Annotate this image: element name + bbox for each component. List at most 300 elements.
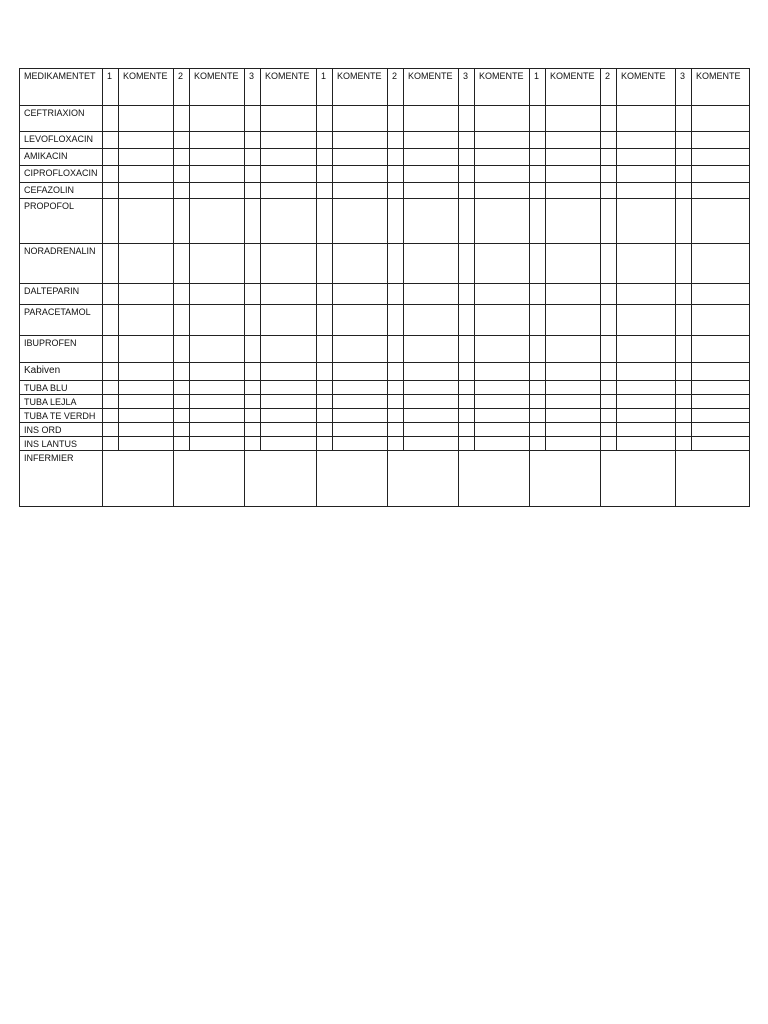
dose-check-cell[interactable] [459, 244, 475, 284]
comment-cell[interactable] [190, 395, 245, 409]
comment-cell[interactable] [546, 132, 601, 149]
dose-check-cell[interactable] [174, 132, 190, 149]
comment-cell[interactable] [692, 409, 750, 423]
comment-cell[interactable] [617, 437, 676, 451]
comment-cell[interactable] [190, 423, 245, 437]
dose-check-cell[interactable] [601, 423, 617, 437]
comment-cell[interactable] [692, 437, 750, 451]
comment-cell[interactable] [404, 423, 459, 437]
dose-check-cell[interactable] [530, 381, 546, 395]
comment-cell[interactable] [546, 423, 601, 437]
dose-check-cell[interactable] [174, 363, 190, 381]
dose-check-cell[interactable] [676, 166, 692, 183]
dose-check-cell[interactable] [459, 149, 475, 166]
comment-cell[interactable] [190, 305, 245, 336]
comment-cell[interactable] [475, 199, 530, 244]
dose-check-cell[interactable] [601, 336, 617, 363]
dose-check-cell[interactable] [317, 166, 333, 183]
comment-cell[interactable] [475, 437, 530, 451]
dose-check-cell[interactable] [530, 199, 546, 244]
dose-check-cell[interactable] [103, 183, 119, 199]
comment-cell[interactable] [190, 199, 245, 244]
comment-cell[interactable] [119, 305, 174, 336]
comment-cell[interactable] [475, 183, 530, 199]
comment-cell[interactable] [546, 381, 601, 395]
dose-check-cell[interactable] [103, 166, 119, 183]
dose-check-cell[interactable] [676, 106, 692, 132]
comment-cell[interactable] [190, 149, 245, 166]
dose-check-cell[interactable] [388, 437, 404, 451]
comment-cell[interactable] [692, 423, 750, 437]
comment-cell[interactable] [190, 132, 245, 149]
dose-check-cell[interactable] [103, 132, 119, 149]
dose-check-cell[interactable] [601, 284, 617, 305]
dose-check-cell[interactable] [174, 199, 190, 244]
dose-check-cell[interactable] [388, 199, 404, 244]
comment-cell[interactable] [119, 381, 174, 395]
comment-cell[interactable] [404, 199, 459, 244]
comment-cell[interactable] [692, 381, 750, 395]
dose-check-cell[interactable] [601, 381, 617, 395]
dose-check-cell[interactable] [245, 244, 261, 284]
dose-check-cell[interactable] [676, 409, 692, 423]
comment-cell[interactable] [261, 183, 317, 199]
comment-cell[interactable] [617, 381, 676, 395]
comment-cell[interactable] [692, 244, 750, 284]
dose-check-cell[interactable] [317, 106, 333, 132]
comment-cell[interactable] [617, 199, 676, 244]
dose-check-cell[interactable] [530, 305, 546, 336]
dose-check-cell[interactable] [601, 395, 617, 409]
comment-cell[interactable] [119, 199, 174, 244]
comment-cell[interactable] [404, 336, 459, 363]
comment-cell[interactable] [617, 284, 676, 305]
comment-cell[interactable] [546, 183, 601, 199]
dose-check-cell[interactable] [459, 166, 475, 183]
dose-check-cell[interactable] [388, 166, 404, 183]
dose-check-cell[interactable] [601, 199, 617, 244]
comment-cell[interactable] [333, 284, 388, 305]
dose-check-cell[interactable] [174, 336, 190, 363]
dose-check-cell[interactable] [317, 363, 333, 381]
comment-cell[interactable] [617, 132, 676, 149]
dose-check-cell[interactable] [601, 132, 617, 149]
comment-cell[interactable] [119, 336, 174, 363]
dose-check-cell[interactable] [676, 244, 692, 284]
comment-cell[interactable] [333, 409, 388, 423]
comment-cell[interactable] [692, 106, 750, 132]
dose-check-cell[interactable] [388, 363, 404, 381]
comment-cell[interactable] [333, 183, 388, 199]
comment-cell[interactable] [261, 409, 317, 423]
comment-cell[interactable] [119, 437, 174, 451]
comment-cell[interactable] [119, 132, 174, 149]
dose-check-cell[interactable] [530, 437, 546, 451]
comment-cell[interactable] [617, 106, 676, 132]
dose-check-cell[interactable] [317, 423, 333, 437]
comment-cell[interactable] [404, 166, 459, 183]
comment-cell[interactable] [261, 423, 317, 437]
comment-cell[interactable] [333, 149, 388, 166]
comment-cell[interactable] [333, 437, 388, 451]
comment-cell[interactable] [190, 106, 245, 132]
table-row [20, 381, 750, 395]
dose-check-cell[interactable] [103, 106, 119, 132]
dose-check-cell[interactable] [676, 199, 692, 244]
dose-check-cell[interactable] [317, 183, 333, 199]
dose-check-cell[interactable] [530, 409, 546, 423]
comment-cell[interactable] [190, 183, 245, 199]
comment-cell[interactable] [261, 336, 317, 363]
dose-check-cell[interactable] [317, 395, 333, 409]
comment-cell[interactable] [190, 166, 245, 183]
dose-check-cell[interactable] [459, 409, 475, 423]
dose-check-cell[interactable] [174, 166, 190, 183]
dose-check-cell[interactable] [317, 336, 333, 363]
dose-check-cell[interactable] [459, 305, 475, 336]
dose-check-cell[interactable] [317, 409, 333, 423]
dose-check-cell[interactable] [174, 106, 190, 132]
dose-check-cell[interactable] [530, 423, 546, 437]
comment-cell[interactable] [546, 199, 601, 244]
comment-cell[interactable] [692, 336, 750, 363]
comment-cell[interactable] [119, 183, 174, 199]
comment-cell[interactable] [190, 244, 245, 284]
comment-cell[interactable] [692, 305, 750, 336]
comment-cell[interactable] [617, 423, 676, 437]
comment-cell[interactable] [119, 363, 174, 381]
dose-check-cell[interactable] [530, 149, 546, 166]
comment-cell[interactable] [617, 336, 676, 363]
dose-check-cell[interactable] [601, 149, 617, 166]
dose-check-cell[interactable] [676, 437, 692, 451]
dose-check-cell[interactable] [530, 166, 546, 183]
dose-check-cell[interactable] [676, 336, 692, 363]
dose-check-cell[interactable] [317, 132, 333, 149]
dose-check-cell[interactable] [245, 395, 261, 409]
dose-check-cell[interactable] [174, 381, 190, 395]
dose-check-cell[interactable] [676, 149, 692, 166]
dose-check-cell[interactable] [601, 437, 617, 451]
nurse-signature-cell[interactable] [245, 451, 317, 507]
dose-check-cell[interactable] [459, 336, 475, 363]
dose-check-cell[interactable] [601, 106, 617, 132]
dose-check-cell[interactable] [245, 437, 261, 451]
comment-cell[interactable] [261, 106, 317, 132]
dose-check-cell[interactable] [530, 132, 546, 149]
comment-cell[interactable] [190, 363, 245, 381]
comment-cell[interactable] [546, 395, 601, 409]
dose-check-cell[interactable] [459, 106, 475, 132]
dose-check-cell[interactable] [601, 305, 617, 336]
dose-check-cell[interactable] [530, 336, 546, 363]
dose-check-cell[interactable] [245, 409, 261, 423]
comment-cell[interactable] [475, 336, 530, 363]
dose-check-cell[interactable] [388, 423, 404, 437]
comment-cell[interactable] [119, 244, 174, 284]
comment-cell[interactable] [333, 166, 388, 183]
comment-cell[interactable] [546, 305, 601, 336]
dose-check-cell[interactable] [388, 244, 404, 284]
nurse-signature-cell[interactable] [174, 451, 245, 507]
dose-check-cell[interactable] [245, 363, 261, 381]
dose-check-cell[interactable] [388, 183, 404, 199]
comment-cell[interactable] [475, 166, 530, 183]
comment-cell[interactable] [404, 381, 459, 395]
dose-check-cell[interactable] [317, 199, 333, 244]
comment-cell[interactable] [333, 423, 388, 437]
dose-check-cell[interactable] [245, 381, 261, 395]
comment-cell[interactable] [404, 132, 459, 149]
dose-check-cell[interactable] [459, 183, 475, 199]
comment-cell[interactable] [261, 132, 317, 149]
dose-check-cell[interactable] [103, 381, 119, 395]
dose-check-cell[interactable] [103, 437, 119, 451]
dose-check-cell[interactable] [174, 183, 190, 199]
dose-check-cell[interactable] [530, 284, 546, 305]
dose-check-cell[interactable] [601, 166, 617, 183]
dose-check-cell[interactable] [601, 363, 617, 381]
dose-check-cell[interactable] [245, 166, 261, 183]
comment-cell[interactable] [261, 166, 317, 183]
comment-cell[interactable] [617, 166, 676, 183]
dose-check-cell[interactable] [676, 132, 692, 149]
dose-check-cell[interactable] [388, 395, 404, 409]
dose-check-cell[interactable] [459, 363, 475, 381]
dose-check-cell[interactable] [676, 363, 692, 381]
comment-cell[interactable] [475, 149, 530, 166]
comment-cell[interactable] [261, 149, 317, 166]
dose-check-cell[interactable] [388, 149, 404, 166]
comment-cell[interactable] [617, 183, 676, 199]
dose-check-cell[interactable] [103, 199, 119, 244]
dose-check-cell[interactable] [174, 423, 190, 437]
comment-cell[interactable] [404, 284, 459, 305]
dose-check-cell[interactable] [245, 423, 261, 437]
dose-check-cell[interactable] [245, 183, 261, 199]
dose-check-cell[interactable] [317, 149, 333, 166]
comment-cell[interactable] [119, 423, 174, 437]
comment-cell[interactable] [119, 106, 174, 132]
dose-check-cell[interactable] [245, 132, 261, 149]
dose-check-cell[interactable] [676, 183, 692, 199]
comment-cell[interactable] [475, 132, 530, 149]
dose-check-cell[interactable] [459, 437, 475, 451]
dose-check-cell[interactable] [388, 106, 404, 132]
dose-check-cell[interactable] [388, 132, 404, 149]
comment-cell[interactable] [475, 381, 530, 395]
comment-cell[interactable] [546, 244, 601, 284]
dose-check-cell[interactable] [317, 381, 333, 395]
dose-check-cell[interactable] [103, 336, 119, 363]
comment-cell[interactable] [333, 381, 388, 395]
comment-cell[interactable] [617, 149, 676, 166]
dose-check-cell[interactable] [103, 395, 119, 409]
comment-cell[interactable] [261, 305, 317, 336]
dose-check-cell[interactable] [103, 284, 119, 305]
comment-cell[interactable] [475, 284, 530, 305]
dose-check-cell[interactable] [459, 284, 475, 305]
dose-check-cell[interactable] [317, 305, 333, 336]
comment-cell[interactable] [692, 132, 750, 149]
comment-cell[interactable] [617, 363, 676, 381]
dose-check-cell[interactable] [459, 395, 475, 409]
comment-cell[interactable] [190, 336, 245, 363]
dose-check-cell[interactable] [676, 395, 692, 409]
comment-cell[interactable] [333, 199, 388, 244]
comment-cell[interactable] [333, 244, 388, 284]
dose-check-cell[interactable] [601, 244, 617, 284]
dose-check-cell[interactable] [676, 305, 692, 336]
comment-cell[interactable] [261, 381, 317, 395]
nurse-signature-cell[interactable] [103, 451, 174, 507]
dose-check-cell[interactable] [174, 395, 190, 409]
comment-cell[interactable] [617, 305, 676, 336]
dose-check-cell[interactable] [317, 284, 333, 305]
comment-cell[interactable] [333, 106, 388, 132]
dose-check-cell[interactable] [103, 363, 119, 381]
dose-check-cell[interactable] [530, 395, 546, 409]
dose-check-cell[interactable] [459, 132, 475, 149]
dose-check-cell[interactable] [530, 106, 546, 132]
dose-check-cell[interactable] [317, 244, 333, 284]
dose-check-cell[interactable] [530, 183, 546, 199]
comment-cell[interactable] [546, 409, 601, 423]
comment-cell[interactable] [475, 409, 530, 423]
comment-cell[interactable] [119, 149, 174, 166]
dose-check-cell[interactable] [103, 423, 119, 437]
comment-cell[interactable] [261, 199, 317, 244]
comment-cell[interactable] [404, 363, 459, 381]
comment-cell[interactable] [333, 395, 388, 409]
dose-check-cell[interactable] [103, 409, 119, 423]
comment-cell[interactable] [404, 106, 459, 132]
comment-cell[interactable] [261, 437, 317, 451]
table-row [20, 423, 750, 437]
comment-cell[interactable] [475, 106, 530, 132]
nurse-signature-cell[interactable] [388, 451, 459, 507]
comment-cell[interactable] [475, 395, 530, 409]
comment-cell[interactable] [475, 305, 530, 336]
comment-cell[interactable] [119, 409, 174, 423]
dose-check-cell[interactable] [174, 149, 190, 166]
dose-check-cell[interactable] [601, 409, 617, 423]
comment-cell[interactable] [475, 423, 530, 437]
dose-check-cell[interactable] [103, 149, 119, 166]
dose-check-cell[interactable] [174, 409, 190, 423]
comment-cell[interactable] [617, 395, 676, 409]
dose-check-cell[interactable] [174, 305, 190, 336]
nurse-signature-cell[interactable] [530, 451, 601, 507]
comment-cell[interactable] [546, 336, 601, 363]
comment-cell[interactable] [190, 381, 245, 395]
dose-check-cell[interactable] [459, 199, 475, 244]
dose-check-cell[interactable] [601, 183, 617, 199]
comment-cell[interactable] [261, 284, 317, 305]
dose-check-cell[interactable] [530, 244, 546, 284]
dose-check-cell[interactable] [245, 305, 261, 336]
nurse-signature-cell[interactable] [317, 451, 388, 507]
comment-cell[interactable] [404, 305, 459, 336]
dose-check-cell[interactable] [174, 284, 190, 305]
comment-cell[interactable] [119, 395, 174, 409]
comment-cell[interactable] [546, 284, 601, 305]
dose-check-cell[interactable] [174, 437, 190, 451]
comment-cell[interactable] [333, 336, 388, 363]
dose-check-cell[interactable] [245, 284, 261, 305]
dose-check-cell[interactable] [103, 244, 119, 284]
dose-check-cell[interactable] [676, 423, 692, 437]
nurse-signature-cell[interactable] [601, 451, 676, 507]
comment-cell[interactable] [692, 166, 750, 183]
comment-cell[interactable] [692, 284, 750, 305]
comment-cell[interactable] [333, 132, 388, 149]
dose-check-cell[interactable] [174, 244, 190, 284]
dose-check-cell[interactable] [245, 336, 261, 363]
comment-cell[interactable] [190, 284, 245, 305]
comment-cell[interactable] [617, 409, 676, 423]
dose-check-cell[interactable] [245, 199, 261, 244]
comment-cell[interactable] [546, 106, 601, 132]
dose-check-cell[interactable] [388, 381, 404, 395]
dose-check-cell[interactable] [245, 106, 261, 132]
comment-cell[interactable] [404, 183, 459, 199]
comment-cell[interactable] [546, 363, 601, 381]
dose-check-cell[interactable] [459, 423, 475, 437]
dose-check-cell[interactable] [317, 437, 333, 451]
comment-cell[interactable] [261, 395, 317, 409]
table-row [20, 336, 750, 363]
dose-check-cell[interactable] [676, 284, 692, 305]
comment-cell[interactable] [692, 199, 750, 244]
comment-cell[interactable] [692, 395, 750, 409]
dose-check-cell[interactable] [388, 336, 404, 363]
comment-cell[interactable] [119, 166, 174, 183]
comment-cell[interactable] [261, 244, 317, 284]
dose-check-cell[interactable] [103, 305, 119, 336]
dose-check-cell[interactable] [388, 284, 404, 305]
comment-cell[interactable] [692, 149, 750, 166]
comment-cell[interactable] [404, 244, 459, 284]
dose-check-cell[interactable] [676, 381, 692, 395]
dose-check-cell[interactable] [388, 305, 404, 336]
comment-cell[interactable] [546, 166, 601, 183]
comment-cell[interactable] [692, 363, 750, 381]
comment-cell[interactable] [404, 409, 459, 423]
comment-cell[interactable] [617, 244, 676, 284]
comment-cell[interactable] [119, 284, 174, 305]
comment-cell[interactable] [404, 149, 459, 166]
comment-cell[interactable] [546, 149, 601, 166]
nurse-signature-cell[interactable] [676, 451, 750, 507]
comment-cell[interactable] [333, 363, 388, 381]
comment-cell[interactable] [190, 437, 245, 451]
nurse-signature-cell[interactable] [459, 451, 530, 507]
comment-cell[interactable] [404, 437, 459, 451]
comment-cell[interactable] [261, 363, 317, 381]
dose-check-cell[interactable] [459, 381, 475, 395]
comment-cell[interactable] [190, 409, 245, 423]
comment-cell[interactable] [333, 305, 388, 336]
comment-cell[interactable] [692, 183, 750, 199]
dose-check-cell[interactable] [388, 409, 404, 423]
comment-cell[interactable] [546, 437, 601, 451]
dose-check-cell[interactable] [530, 363, 546, 381]
dose-check-cell[interactable] [245, 149, 261, 166]
comment-cell[interactable] [404, 395, 459, 409]
comment-cell[interactable] [475, 363, 530, 381]
comment-cell[interactable] [475, 244, 530, 284]
